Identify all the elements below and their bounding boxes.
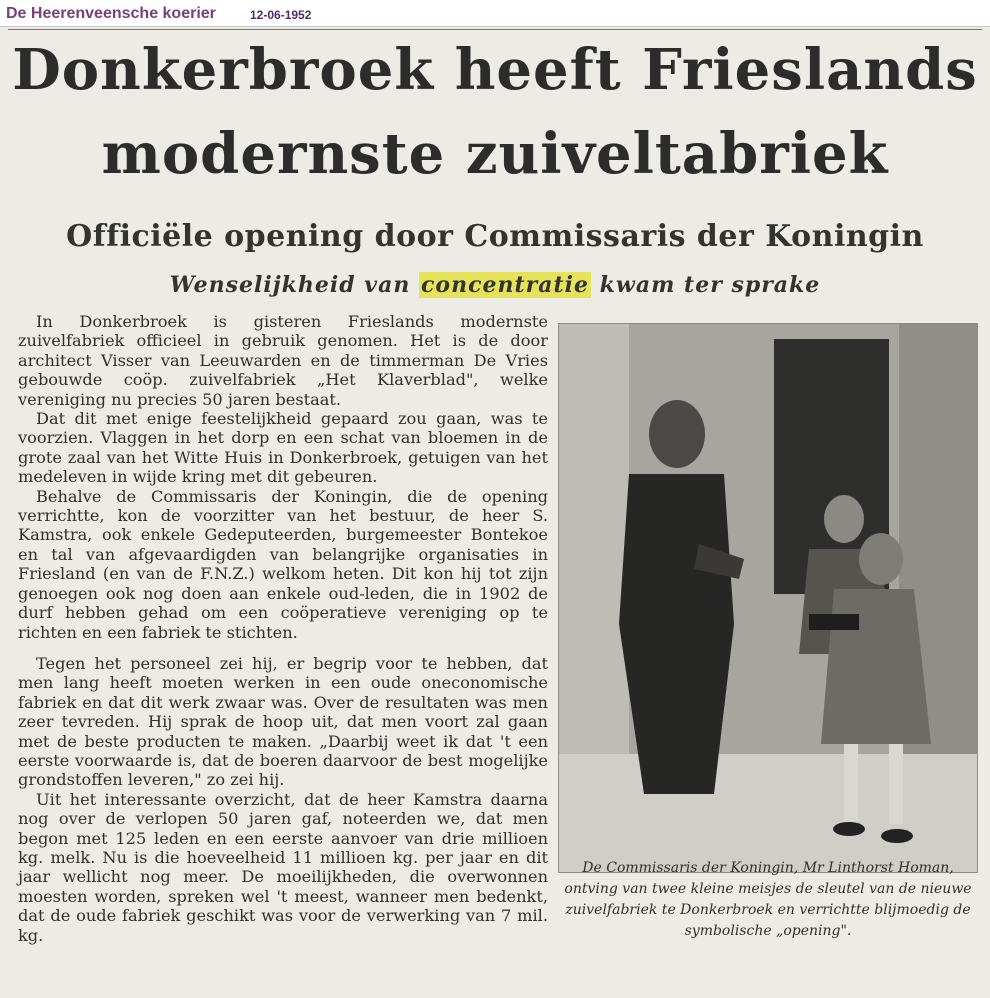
- man-head: [649, 400, 705, 468]
- newspaper-name[interactable]: De Heerenveensche koerier: [6, 5, 216, 22]
- girl-2-leg-left: [844, 744, 858, 824]
- girl-2-leg-right: [889, 744, 903, 824]
- source-header: [0, 0, 990, 28]
- tagline-before: Wenselijkheid van: [169, 272, 411, 298]
- tagline-highlight: concentratie: [421, 272, 589, 298]
- girl-2-shoe-left: [833, 822, 865, 836]
- paragraph-3: Behalve de Commissaris der Koningin, die de opening verrichtte, kon de voorzitter van het bestuur, de heer S. Kamstra, ook enkele Gedeputeerden, burgemeester Bontekoe en tal van afgevaardigden van belangrijke organisaties in Friesland (en van de F.N.Z.) welkom heten. Dit kon hij tot zijn genoegen ook nog doen aan enkele oud-leden, die in 1902 de durf hebben gehad om een coöperatieve vereniging op te richten en een fabriek te stichten.: [18, 486, 548, 642]
- held-object: [809, 614, 859, 630]
- subheadline: Officiële opening door Commissaris der Koningin: [66, 219, 924, 254]
- top-rule: [8, 29, 982, 30]
- photo-caption: De Commissaris der Koningin, Mr Linthorst Homan, ontving van twee kleine meisjes de sleutel van de nieuwe zuivelfabriek te Donkerbroek en verrichtte blijmoedig de symbolische „opening".: [564, 860, 972, 939]
- publication-date: 12-06-1952: [250, 8, 312, 22]
- paragraph-5: Uit het interessante overzicht, dat de heer Kamstra daarna nog over de verlopen 50 jaren gaf, noteerden we, dat men begon met 125 leden en een eerste aanvoer van drie millioen kg. melk. Nu is die hoeveelheid 11 millioen kg. per jaar en dit jaar wellicht nog meer. De moeilijkheden, die overwonnen moesten worden, spreken wel 't meest, wanneer men bedenkt, dat de oude fabriek geschikt was voor de verwerking van 7 mil. kg.: [18, 789, 548, 945]
- headline-line-1: Donkerbroek heeft Frieslands: [12, 37, 978, 103]
- news-photo: [558, 323, 978, 873]
- newspaper-clipping: [0, 26, 990, 998]
- headline-line-2: modernste zuiveltabriek: [101, 121, 889, 187]
- girl-1-head: [824, 495, 864, 543]
- paragraph-4: Tegen het personeel zei hij, er begrip voor te hebben, dat men lang heeft moeten werken in een oude oneconomische fabriek en dat dit werk zwaar was. Over de resultaten was men zeer tevreden. Hij sprak de hoop uit, dat men voort zal gaan met de beste producten te maken. „Daarbij weet ik dat 't een eerste voorwaarde is, dat de boeren daarvoor de best mogelijke grondstoffen leveren," zo zei hij.: [18, 653, 548, 790]
- photo-illustration: [559, 324, 977, 872]
- floor: [559, 754, 977, 872]
- tagline: [0, 272, 990, 298]
- paragraph-1: In Donkerbroek is gisteren Frieslands modernste zuivelfabriek officieel in gebruik genomen. Het is de door architect Visser van Leeuwarden en de timmerman De Vries gebouwde coöp. zuivelfabriek „Het Klaverblad", welke vereniging nu precies 50 jaren bestaat.: [18, 312, 548, 409]
- girl-2-shoe-right: [881, 829, 913, 843]
- paragraph-2: Dat dit met enige feestelijkheid gepaard zou gaan, was te voorzien. Vlaggen in het dorp en een schat van bloemen in de grote zaal van het Witte Huis in Donkerbroek, getuigen van het medeleven in wijde kring met dit gebeuren.: [18, 409, 548, 487]
- girl-2-checked-dress: [821, 589, 931, 744]
- tagline-after: kwam ter sprake: [599, 272, 821, 298]
- girl-2-head: [859, 533, 903, 585]
- article-body: [18, 312, 548, 945]
